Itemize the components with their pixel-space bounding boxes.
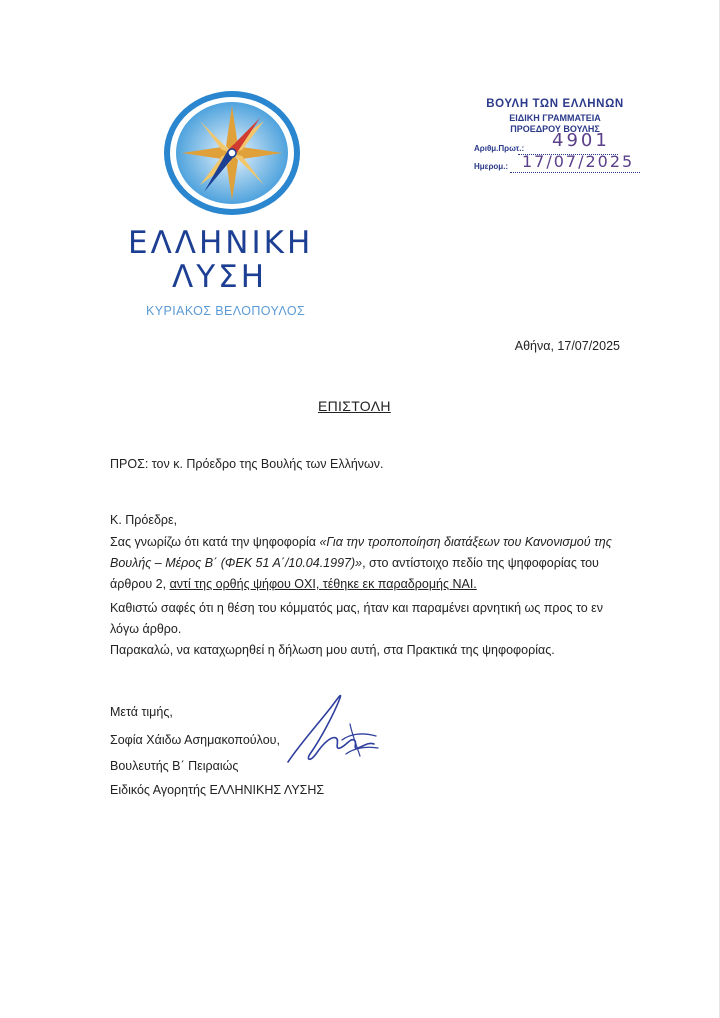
paragraph-1-start: Σας γνωρίζω ότι κατά την ψηφοφορία <box>110 535 320 549</box>
signer-title: Ειδικός Αγορητής ΕΛΛΗΝΙΚΗΣ ΛΥΣΗΣ <box>110 783 325 797</box>
signer-role: Βουλευτής Β΄ Πειραιώς <box>110 759 239 773</box>
letter-heading: ΕΠΙΣΤΟΛΗ <box>318 398 391 414</box>
logo-name-line1: ΕΛΛΗΝΙΚΗ <box>128 225 314 261</box>
stamp-protocol-number: 4901 <box>552 130 610 151</box>
stamp-protocol-label: Αριθμ.Πρωτ.: <box>474 144 525 153</box>
parliament-stamp <box>466 96 666 186</box>
paragraph-1 <box>110 532 630 595</box>
place-date: Αθήνα, 17/07/2025 <box>514 339 620 353</box>
paragraph-1-underlined: αντί της ορθής ψήφου ΟΧΙ, τέθηκε εκ παραδρομής ΝΑΙ. <box>169 577 477 591</box>
handwritten-signature <box>280 684 390 774</box>
logo-subtitle: ΚΥΡΙΑΚΟΣ ΒΕΛΟΠΟΥΛΟΣ <box>146 304 306 318</box>
compass-rose-icon <box>160 88 304 218</box>
logo-name-line2: ΛΥΣΗ <box>172 259 268 295</box>
stamp-line2: ΕΙΔΙΚΗ ΓΡΑΜΜΑΤΕΙΑ <box>509 113 601 123</box>
stamp-line1: ΒΟΥΛΗ ΤΩΝ ΕΛΛΗΝΩΝ <box>486 98 624 110</box>
closing: Μετά τιμής, <box>110 705 173 719</box>
stamp-date-value: 17/07/2025 <box>522 152 635 171</box>
salutation: Κ. Πρόεδρε, <box>110 513 178 527</box>
paragraph-3: Παρακαλώ, να καταχωρηθεί η δήλωση μου αυτή, στα Πρακτικά της ψηφοφορίας. <box>110 643 555 657</box>
recipient-line: ΠΡΟΣ: τον κ. Πρόεδρο της Βουλής των Ελλήνων. <box>110 457 384 471</box>
stamp-dotted-line <box>510 172 640 173</box>
signer-name: Σοφία Χάιδω Ασημακοπούλου, <box>110 733 280 747</box>
stamp-line3: ΠΡΟΕΔΡΟΥ ΒΟΥΛΗΣ <box>510 124 600 134</box>
paragraph-2: Καθιστώ σαφές ότι η θέση του κόμματός μας, ήταν και παραμένει αρνητική ως προς το εν λόγω άρθρο. <box>110 601 603 636</box>
stamp-date-label: Ημερομ.: <box>474 162 509 171</box>
paragraph-1-middle: , στο αντίστοιχο πεδίο της ψηφοφορίας του άρθρου 2, <box>110 556 599 591</box>
paragraph-1-italic: «Για την τροποποίηση διατάξεων του Κανονισμού της Βουλής – Μέρος Β΄ (ΦΕΚ 51 Α΄/10.04.1997)» <box>110 535 612 570</box>
